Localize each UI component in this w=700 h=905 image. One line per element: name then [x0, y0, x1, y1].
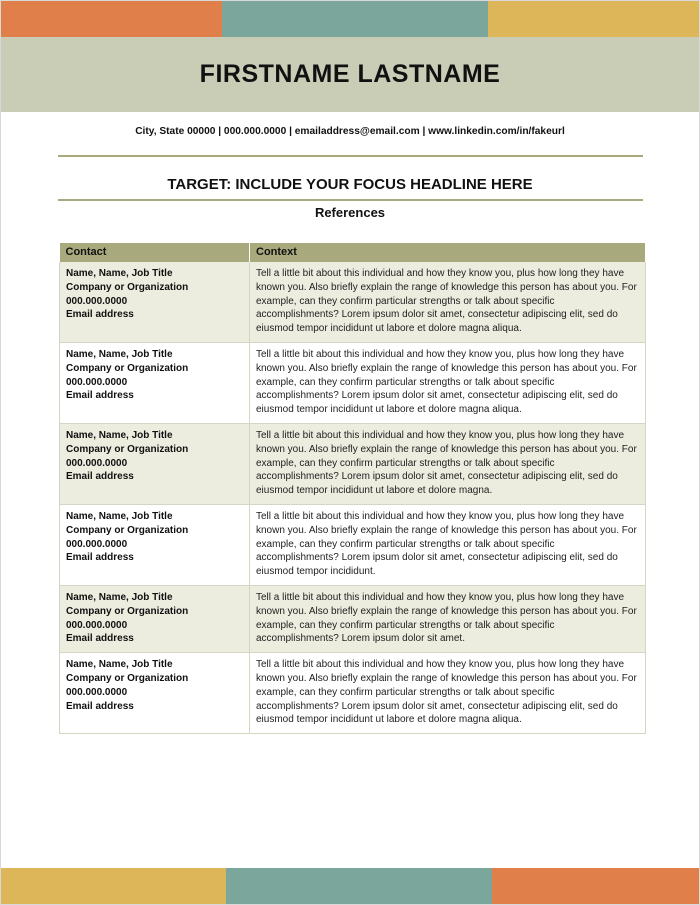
divider-top: [58, 155, 643, 157]
bottom-bar-orange: [492, 868, 699, 904]
table-row: [60, 504, 646, 585]
reference-phone: 000.000.0000: [66, 619, 128, 631]
table-row: [60, 585, 646, 652]
context-cell: Tell a little bit about this individual and how they know you, plus how long they have known you. Also briefly explain the range of knowledge this person has about you. For example, can they confirm particular strengths or talk about specific accomplishments? Lorem ipsum dolor sit amet, consectetur adipiscing elit, sed do eiusmod tempor incididunt ut labore et dolore magna aliqua.: [250, 342, 646, 423]
bottom-bar-gold: [1, 868, 226, 904]
reference-phone: 000.000.0000: [66, 538, 128, 550]
reference-name: Name, Name, Job Title: [66, 348, 173, 360]
top-bar-orange: [1, 1, 222, 37]
reference-phone: 000.000.0000: [66, 295, 128, 307]
reference-name: Name, Name, Job Title: [66, 429, 173, 441]
reference-phone: 000.000.0000: [66, 376, 128, 388]
reference-email: Email address: [66, 700, 134, 712]
top-bar-teal: [222, 1, 488, 37]
contact-cell: [60, 585, 250, 652]
table-row: [60, 342, 646, 423]
table-row: [60, 653, 646, 734]
top-color-bar: [1, 1, 699, 37]
reference-company: Company or Organization: [66, 672, 189, 684]
reference-name: Name, Name, Job Title: [66, 268, 173, 279]
reference-name: Name, Name, Job Title: [66, 659, 173, 671]
context-cell: Tell a little bit about this individual and how they know you, plus how long they have known you. Also briefly explain the range of knowledge this person has about you. For example, can they confirm particular strengths or talk about specific accomplishments? Lorem ipsum dolor sit amet, consectetur adipiscing elit, sed do eiusmod tempor incididunt ut labore et dolore magna aliqua.: [250, 262, 646, 342]
reference-company: Company or Organization: [66, 281, 189, 293]
reference-company: Company or Organization: [66, 362, 189, 374]
column-header-context: Context: [250, 243, 646, 262]
context-cell: Tell a little bit about this individual and how they know you, plus how long they have known you. Also briefly explain the range of knowledge this person has about you. For example, can they confirm particular strengths or talk about specific accomplishments? Lorem ipsum dolor sit amet, consectetur adipiscing elit, sed do eiusmod tempor incididunt ut labore et dolore magna aliqua.: [250, 653, 646, 734]
contact-cell: [60, 262, 250, 342]
section-title: References: [314, 205, 386, 220]
focus-headline: TARGET: INCLUDE YOUR FOCUS HEADLINE HERE: [167, 176, 533, 193]
reference-company: Company or Organization: [66, 443, 189, 455]
reference-email: Email address: [66, 390, 134, 402]
contact-cell: [60, 653, 250, 734]
top-bar-gold: [488, 1, 699, 37]
bottom-color-bar: [1, 868, 699, 904]
context-cell: Tell a little bit about this individual and how they know you, plus how long they have known you. Also briefly explain the range of knowledge this person has about you. For example, can they confirm particular strengths or talk about specific accomplishments? Lorem ipsum dolor sit amet, consectetur adipiscing elit, sed do eiusmod tempor incididunt ut labore et dolore magna.: [250, 423, 646, 504]
reference-company: Company or Organization: [66, 524, 189, 536]
column-header-contact: Contact: [60, 243, 250, 262]
reference-email: Email address: [66, 309, 134, 321]
name-band: [1, 37, 699, 112]
bottom-bar-teal: [226, 868, 492, 904]
context-cell: Tell a little bit about this individual and how they know you, plus how long they have known you. Also briefly explain the range of knowledge this person has about you. For example, can they confirm particular strengths or talk about specific accomplishments? Lorem ipsum dolor sit amet.: [250, 585, 646, 652]
contact-cell: [60, 423, 250, 504]
contact-info-line: City, State 00000 | 000.000.0000 | emailaddress@email.com | www.linkedin.com/in/fakeurl: [135, 126, 565, 137]
context-cell: Tell a little bit about this individual and how they know you, plus how long they have known you. Also briefly explain the range of knowledge this person has about you. For example, can they confirm particular strengths or talk about specific accomplishments? Lorem ipsum dolor sit amet, consectetur adipiscing elit, sed do eiusmod tempor incididunt.: [250, 504, 646, 585]
reference-company: Company or Organization: [66, 605, 189, 617]
divider-bottom: [58, 199, 643, 201]
reference-name: Name, Name, Job Title: [66, 591, 173, 603]
table-header-row: [60, 243, 646, 262]
table-row: [60, 423, 646, 504]
reference-email: Email address: [66, 471, 134, 483]
reference-phone: 000.000.0000: [66, 686, 128, 698]
contact-cell: [60, 342, 250, 423]
references-table: [59, 243, 646, 734]
full-name: FIRSTNAME LASTNAME: [199, 60, 501, 88]
reference-name: Name, Name, Job Title: [66, 510, 173, 522]
reference-email: Email address: [66, 633, 134, 645]
reference-email: Email address: [66, 552, 134, 564]
contact-cell: [60, 504, 250, 585]
table-row: [60, 262, 646, 342]
reference-phone: 000.000.0000: [66, 457, 128, 469]
